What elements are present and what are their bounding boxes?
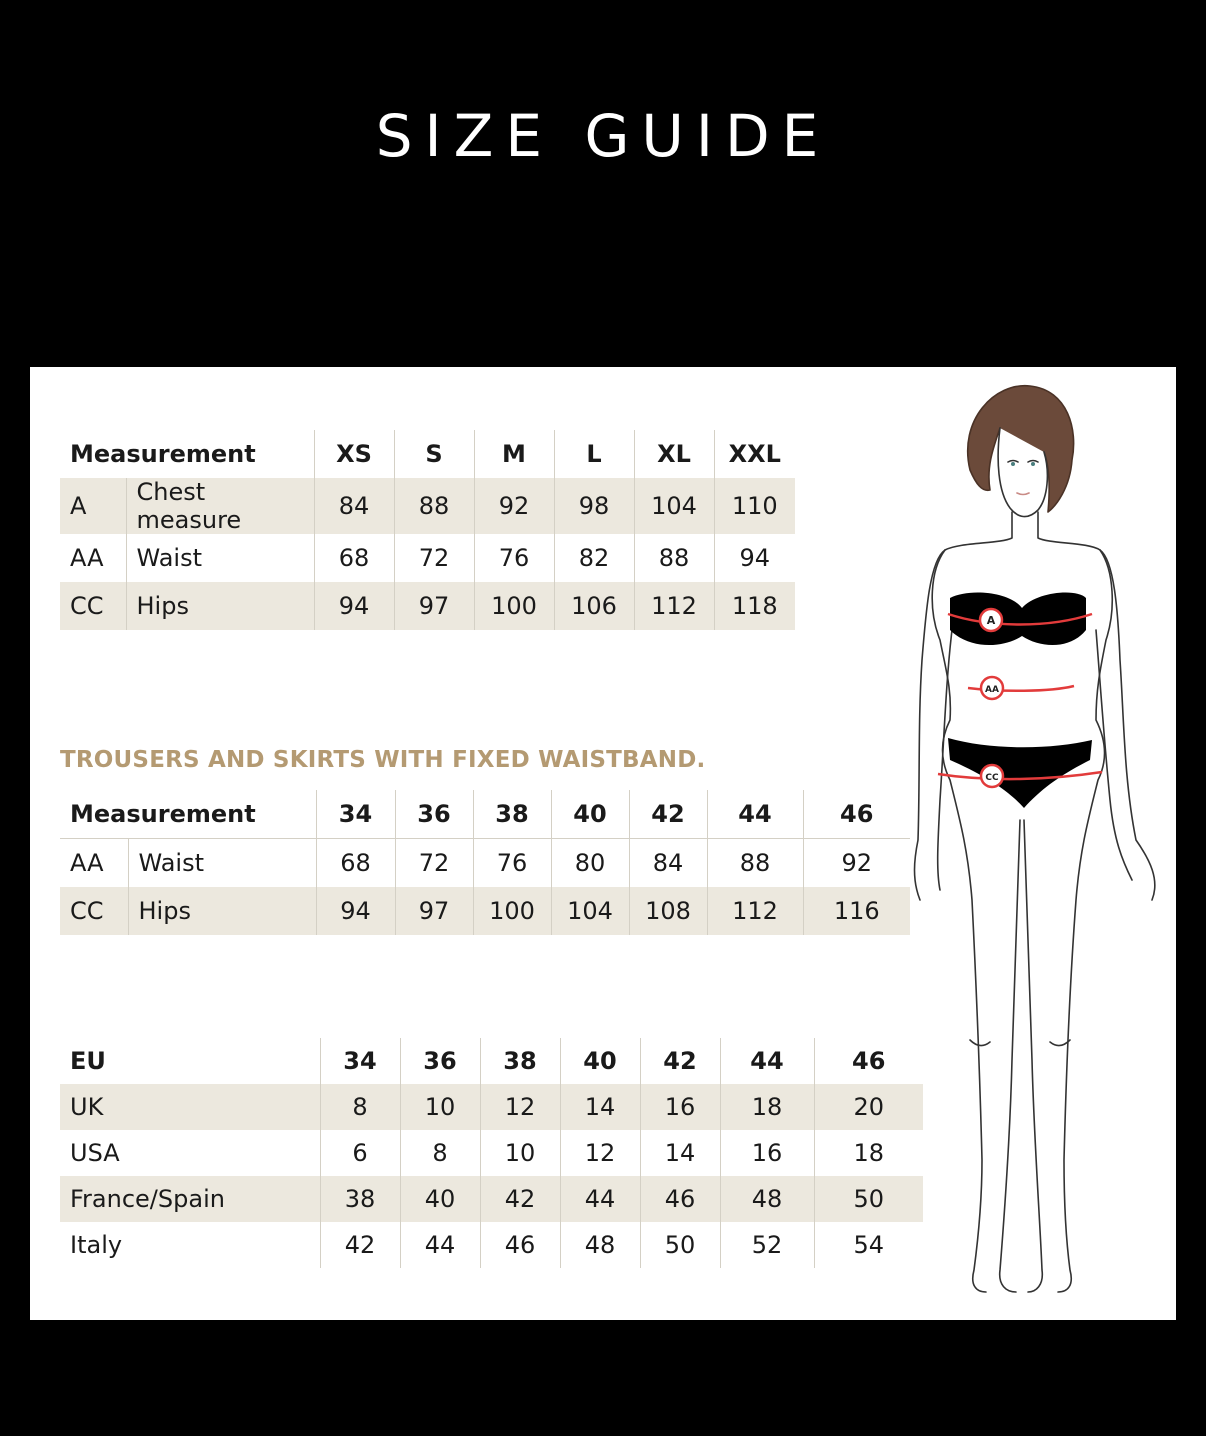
header-size: 46 <box>814 1038 923 1084</box>
header-size: 34 <box>316 790 395 839</box>
cell-value: 88 <box>634 534 714 582</box>
table-header-row <box>60 430 795 478</box>
cell-value: 88 <box>707 839 803 888</box>
table-row <box>60 478 795 534</box>
cell-value: 94 <box>316 887 395 935</box>
cell-value: 68 <box>316 839 395 888</box>
table-row <box>60 1176 923 1222</box>
header-size: 36 <box>400 1038 480 1084</box>
cell-value: 14 <box>560 1084 640 1130</box>
cell-value: 10 <box>400 1084 480 1130</box>
cell-value: 48 <box>720 1176 814 1222</box>
cell-value: 118 <box>714 582 795 630</box>
section-heading-trousers: TROUSERS AND SKIRTS WITH FIXED WAISTBAND. <box>60 747 706 773</box>
header-size: 34 <box>320 1038 400 1084</box>
table-row <box>60 887 910 935</box>
cell-value: 106 <box>554 582 634 630</box>
header-size: XL <box>634 430 714 478</box>
header-region: EU <box>70 1047 106 1075</box>
marker-chest <box>980 609 1002 631</box>
region-label: France/Spain <box>60 1176 320 1222</box>
table-row <box>60 582 795 630</box>
measurement-code: AA <box>70 544 104 572</box>
cell-value: 110 <box>714 478 795 534</box>
size-table-letter <box>60 430 795 630</box>
cell-value: 44 <box>560 1176 640 1222</box>
briefs-illustration <box>948 738 1092 808</box>
table-row <box>60 1130 923 1176</box>
cell-value: 20 <box>814 1084 923 1130</box>
cell-value: 52 <box>720 1222 814 1268</box>
cell-value: 42 <box>480 1176 560 1222</box>
cell-value: 116 <box>803 887 910 935</box>
cell-value: 98 <box>554 478 634 534</box>
marker-label: A <box>986 614 996 627</box>
cell-value: 14 <box>640 1130 720 1176</box>
header-size: S <box>394 430 474 478</box>
header-size: 38 <box>480 1038 560 1084</box>
cell-value: 88 <box>394 478 474 534</box>
table-header-row <box>60 790 910 839</box>
cell-value: 8 <box>320 1084 400 1130</box>
cell-value: 50 <box>814 1176 923 1222</box>
cell-value: 42 <box>320 1222 400 1268</box>
measurement-code: CC <box>60 887 128 935</box>
cell-value: 46 <box>640 1176 720 1222</box>
header-size: XXL <box>714 430 795 478</box>
cell-value: 12 <box>560 1130 640 1176</box>
header-size: 36 <box>395 790 473 839</box>
cell-value: 10 <box>480 1130 560 1176</box>
header-size: 46 <box>803 790 910 839</box>
measurement-label: Hips <box>128 887 316 935</box>
cell-value: 16 <box>720 1130 814 1176</box>
measurement-label: Hips <box>126 582 314 630</box>
header-size: L <box>554 430 634 478</box>
cell-value: 16 <box>640 1084 720 1130</box>
cell-value: 84 <box>629 839 707 888</box>
cell-value: 76 <box>474 534 554 582</box>
cell-value: 108 <box>629 887 707 935</box>
cell-value: 50 <box>640 1222 720 1268</box>
cell-value: 54 <box>814 1222 923 1268</box>
cell-value: 44 <box>400 1222 480 1268</box>
cell-value: 104 <box>551 887 629 935</box>
cell-value: 48 <box>560 1222 640 1268</box>
cell-value: 94 <box>314 582 394 630</box>
measurement-label: Waist <box>126 534 314 582</box>
table-row <box>60 1084 923 1130</box>
cell-value: 100 <box>474 582 554 630</box>
table-row <box>60 839 910 888</box>
region-label: UK <box>60 1084 320 1130</box>
cell-value: 40 <box>400 1176 480 1222</box>
size-conversion-table <box>60 1038 923 1268</box>
header-size: XS <box>314 430 394 478</box>
measurement-label: Chest measure <box>126 478 314 534</box>
header-size: 40 <box>560 1038 640 1084</box>
body-measurement-figure <box>900 380 1170 1310</box>
cell-value: 80 <box>551 839 629 888</box>
marker-label: CC <box>985 773 999 783</box>
cell-value: 82 <box>554 534 634 582</box>
cell-value: 94 <box>714 534 795 582</box>
cell-value: 68 <box>314 534 394 582</box>
measurement-label: Waist <box>128 839 316 888</box>
table-header-row <box>60 1038 923 1084</box>
measurement-code: A <box>60 478 126 534</box>
cell-value: 6 <box>320 1130 400 1176</box>
region-label: USA <box>70 1139 120 1167</box>
cell-value: 18 <box>720 1084 814 1130</box>
marker-waist <box>981 677 1003 699</box>
header-measurement: Measurement <box>70 800 256 828</box>
header-measurement: Measurement <box>70 440 256 468</box>
header-size: M <box>474 430 554 478</box>
cell-value: 97 <box>395 887 473 935</box>
cell-value: 72 <box>395 839 473 888</box>
cell-value: 92 <box>474 478 554 534</box>
header-size: 40 <box>551 790 629 839</box>
header-size: 44 <box>707 790 803 839</box>
cell-value: 72 <box>394 534 474 582</box>
cell-value: 100 <box>473 887 551 935</box>
region-label: Italy <box>70 1231 123 1259</box>
cell-value: 112 <box>634 582 714 630</box>
cell-value: 8 <box>400 1130 480 1176</box>
measurement-code: CC <box>60 582 126 630</box>
header-size: 44 <box>720 1038 814 1084</box>
cell-value: 18 <box>814 1130 923 1176</box>
header-size: 38 <box>473 790 551 839</box>
cell-value: 92 <box>803 839 910 888</box>
table-row <box>60 534 795 582</box>
table-row <box>60 1222 923 1268</box>
cell-value: 46 <box>480 1222 560 1268</box>
header-size: 42 <box>640 1038 720 1084</box>
measurement-code: AA <box>60 839 128 888</box>
cell-value: 97 <box>394 582 474 630</box>
cell-value: 104 <box>634 478 714 534</box>
marker-hips <box>981 765 1003 787</box>
cell-value: 38 <box>320 1176 400 1222</box>
cell-value: 84 <box>314 478 394 534</box>
cell-value: 112 <box>707 887 803 935</box>
cell-value: 12 <box>480 1084 560 1130</box>
cell-value: 76 <box>473 839 551 888</box>
page-title: SIZE GUIDE <box>375 102 831 170</box>
size-table-trousers <box>60 790 910 935</box>
header-size: 42 <box>629 790 707 839</box>
marker-label: AA <box>985 685 999 695</box>
